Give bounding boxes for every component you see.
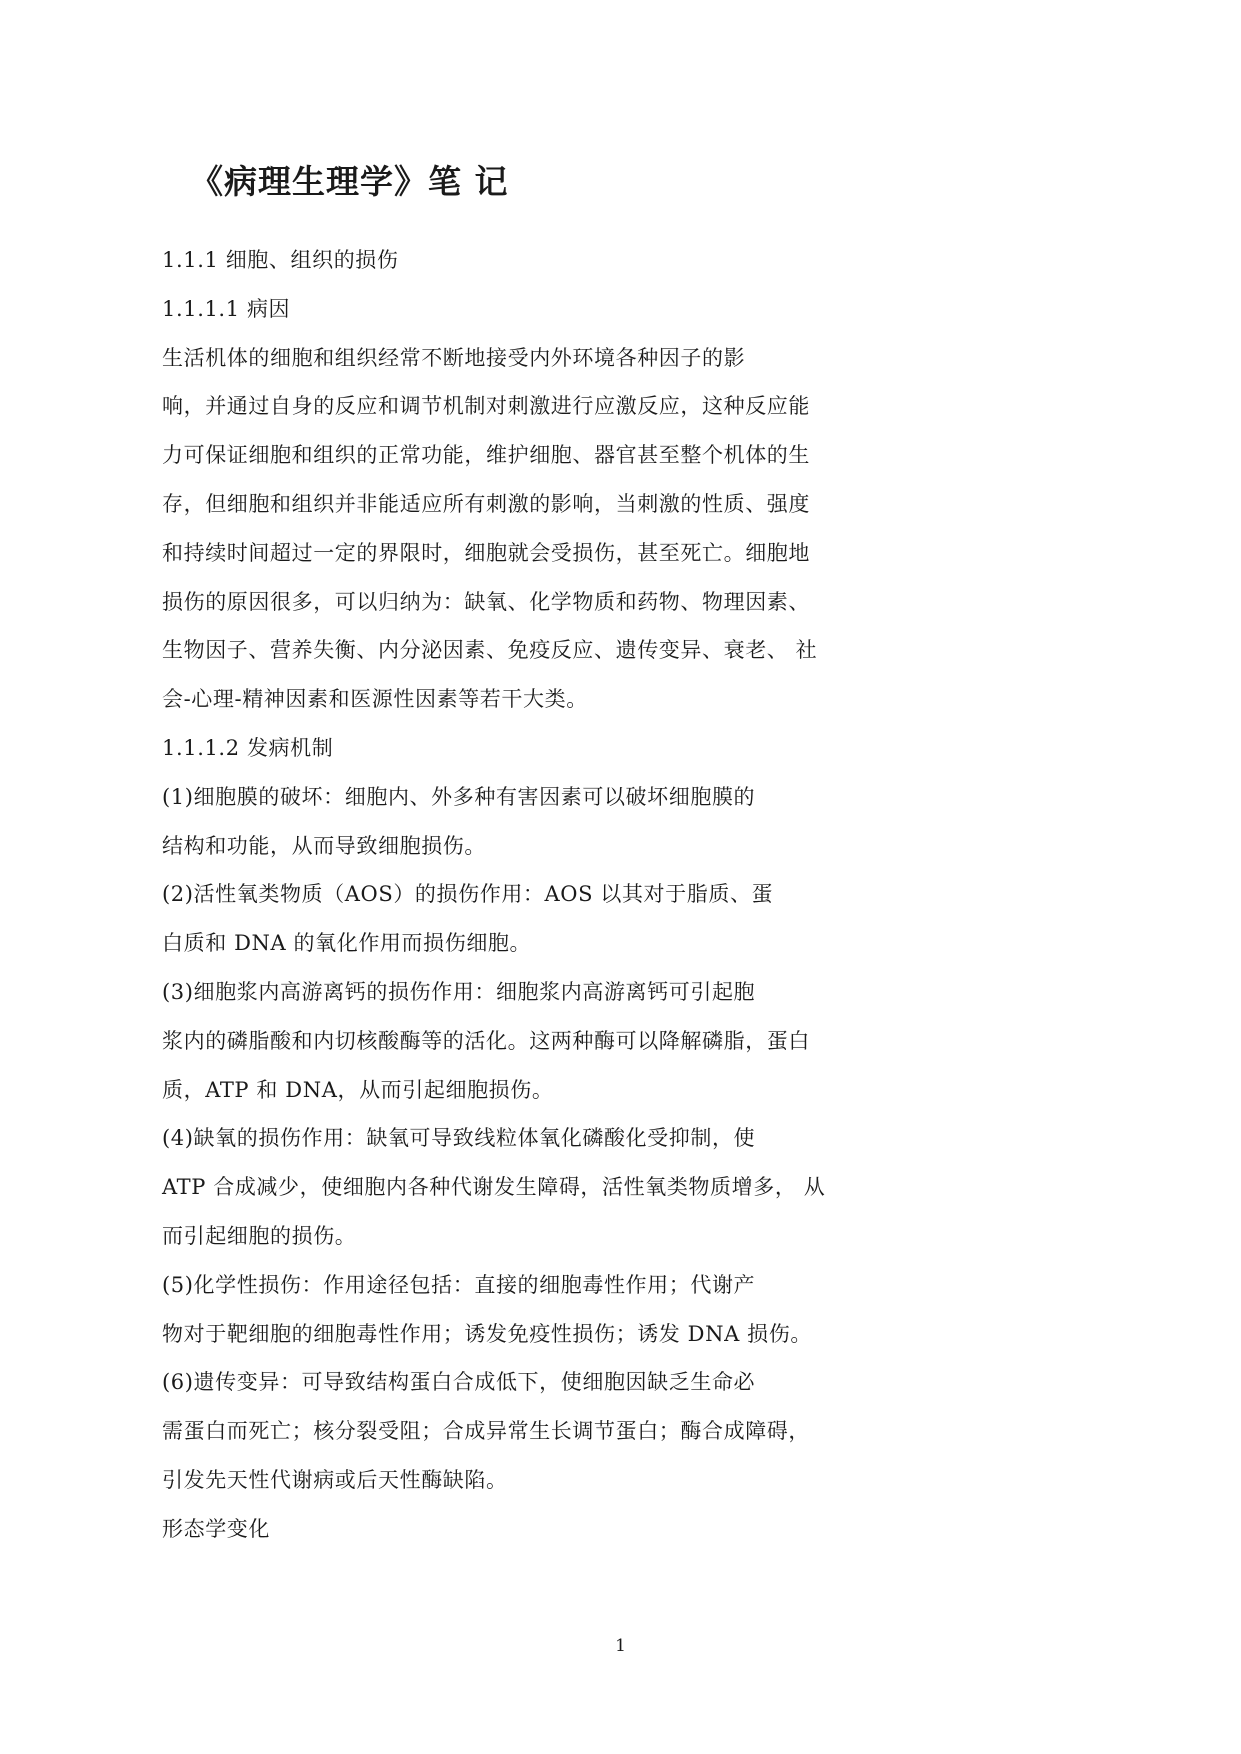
paragraph-line: 响，并通过自身的反应和调节机制对刺激进行应激反应，这种反应能 <box>162 394 810 419</box>
list-item-line: 引发先天性代谢病或后天性酶缺陷。 <box>162 1467 508 1492</box>
list-item-line: ATP 合成减少，使细胞内各种代谢发生障碍，活性氧类物质增多， 从 <box>162 1175 826 1200</box>
list-item-line: 白质和 DNA 的氧化作用而损伤细胞。 <box>162 931 532 956</box>
body-text <box>162 245 842 1563</box>
list-item-line: 结构和功能，从而导致细胞损伤。 <box>162 833 486 858</box>
list-item-line: (3)细胞浆内高游离钙的损伤作用：细胞浆内高游离钙可引起胞 <box>162 979 756 1004</box>
paragraph-line: 力可保证细胞和组织的正常功能，维护细胞、器官甚至整个机体的生 <box>162 443 810 468</box>
paragraph-line: 生活机体的细胞和组织经常不断地接受内外环境各种因子的影 <box>162 345 746 370</box>
list-item-line: 质，ATP 和 DNA，从而引起细胞损伤。 <box>162 1077 554 1102</box>
paragraph-line: 会-心理-精神因素和医源性因素等若干大类。 <box>162 687 588 712</box>
paragraph-line: 损伤的原因很多，可以归纳为：缺氧、化学物质和药物、物理因素、 <box>162 589 810 614</box>
list-item-line: (6)遗传变异：可导致结构蛋白合成低下，使细胞因缺乏生命必 <box>162 1370 756 1395</box>
section-label: 形态学变化 <box>162 1516 270 1541</box>
list-item-line: (5)化学性损伤：作用途径包括：直接的细胞毒性作用；代谢产 <box>162 1272 756 1297</box>
paragraph-line: 和持续时间超过一定的界限时，细胞就会受损伤，甚至死亡。细胞地 <box>162 540 810 565</box>
paragraph-line: 生物因子、营养失衡、内分泌因素、免疫反应、遗传变异、衰老、 社 <box>162 638 818 663</box>
page-number: 1 <box>615 1636 626 1656</box>
list-item-line: 而引起细胞的损伤。 <box>162 1223 357 1248</box>
list-item-line: (2)活性氧类物质（AOS）的损伤作用：AOS 以其对于脂质、蛋 <box>162 882 774 907</box>
heading-1-1-1-2: 1.1.1.2 发病机制 <box>162 735 334 760</box>
list-item-line: 物对于靶细胞的细胞毒性作用；诱发免疫性损伤；诱发 DNA 损伤。 <box>162 1321 812 1346</box>
list-item-line: 需蛋白而死亡；核分裂受阻；合成异常生长调节蛋白；酶合成障碍， <box>162 1419 810 1444</box>
heading-1-1-1: 1.1.1 细胞、组织的损伤 <box>162 248 399 272</box>
page-title: 《病理生理学》笔 记 <box>190 162 509 201</box>
heading-1-1-1-1: 1.1.1.1 病因 <box>162 296 291 321</box>
list-item-line: (1)细胞膜的破坏：细胞内、外多种有害因素可以破坏细胞膜的 <box>162 784 756 809</box>
paragraph-line: 存，但细胞和组织并非能适应所有刺激的影响，当刺激的性质、强度 <box>162 491 810 516</box>
list-item-line: 浆内的磷脂酸和内切核酸酶等的活化。这两种酶可以降解磷脂，蛋白 <box>162 1028 810 1053</box>
list-item-line: (4)缺氧的损伤作用：缺氧可导致线粒体氧化磷酸化受抑制，使 <box>162 1126 756 1151</box>
